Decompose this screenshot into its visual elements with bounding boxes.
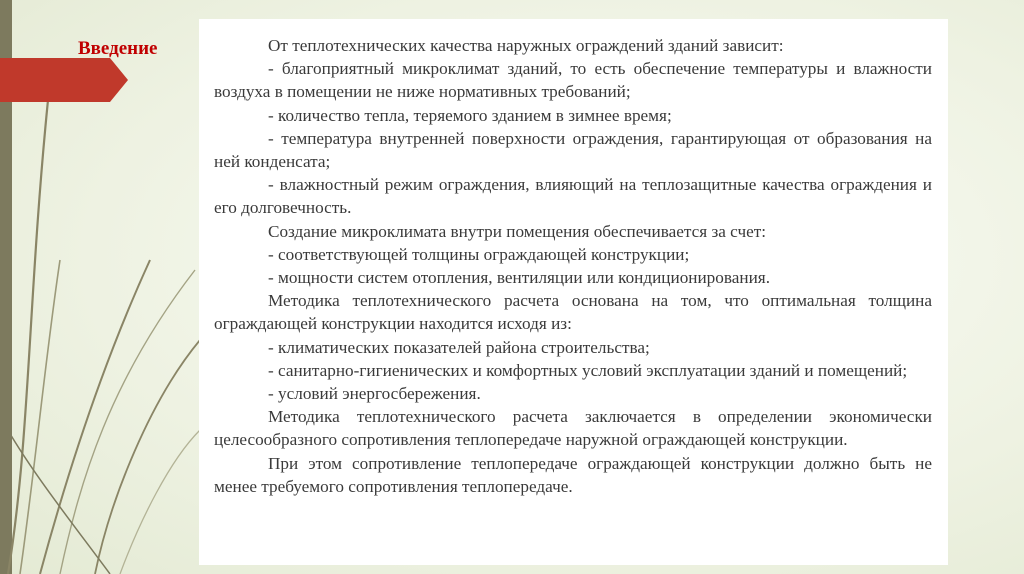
body-paragraph: - температура внутренней поверхности ограждения, гарантирующая от образования на ней конденсата; xyxy=(214,128,932,172)
body-paragraph: - соответствующей толщины ограждающей конструкции; xyxy=(268,244,690,264)
body-paragraph: - влажностный режим ограждения, влияющий на теплозащитные качества ограждения и его долговечность. xyxy=(214,175,932,218)
slide-body xyxy=(214,34,932,498)
body-paragraph: Методика теплотехнического расчета заключается в определении экономически целесообразного сопротивления теплопередаче наружной ограждающей конструкции. xyxy=(214,407,932,450)
body-paragraph: - условий энергосбережения. xyxy=(268,384,481,404)
body-paragraph: Методика теплотехнического расчета основана на том, что оптимальная толщина ограждающей конструкции находится исходя из: xyxy=(214,291,932,334)
slide-title: Введение xyxy=(78,38,158,59)
title-ribbon xyxy=(0,58,128,102)
body-paragraph: - климатических показателей района строительства; xyxy=(268,337,650,357)
body-paragraph: - мощности систем отопления, вентиляции или кондиционирования. xyxy=(268,268,770,288)
body-paragraph: - санитарно-гигиенических и комфортных условий эксплуатации зданий и помещений; xyxy=(268,360,908,380)
body-paragraph: От теплотехнических качества наружных ограждений зданий зависит: xyxy=(268,36,784,55)
body-paragraph: - благоприятный микроклимат зданий, то есть обеспечение температуры и влажности воздуха в помещении не ниже нормативных требований; xyxy=(214,59,932,102)
body-paragraph: При этом сопротивление теплопередаче ограждающей конструкции должно быть не менее требуемого сопротивления теплопередаче. xyxy=(214,453,932,496)
body-paragraph: Создание микроклимата внутри помещения обеспечивается за счет: xyxy=(268,221,767,241)
body-paragraph: - количество тепла, теряемого зданием в зимнее время; xyxy=(268,105,672,125)
